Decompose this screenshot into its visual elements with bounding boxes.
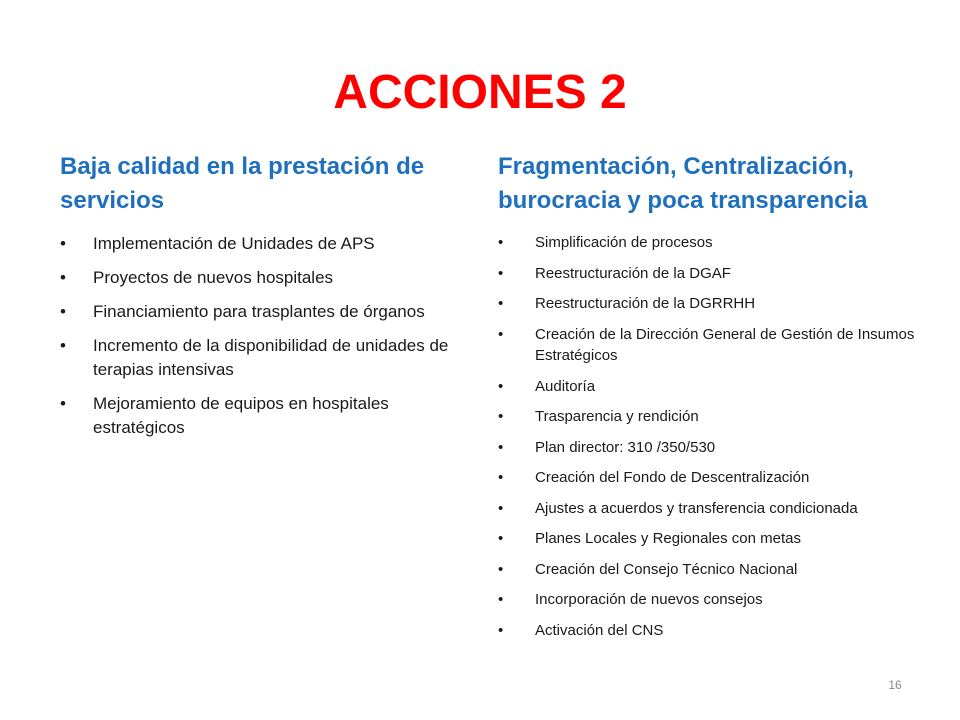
right-bullet-item	[498, 232, 938, 254]
bullet-icon: •	[498, 621, 504, 639]
right-bullet-item	[498, 498, 938, 520]
right-bullet-item	[498, 376, 938, 398]
left-bullet-item	[60, 232, 460, 256]
right-bullet-text: Auditoría	[535, 377, 596, 395]
right-bullet-text: Trasparencia y rendición	[535, 408, 699, 425]
bullet-icon: •	[498, 234, 504, 251]
right-bullet-text: Creación de la Dirección General de Gestión de Insumos Estratégicos	[535, 325, 915, 364]
right-bullet-text: Creación del Consejo Técnico Nacional	[535, 560, 798, 578]
left-bullet-text: Mejoramiento de equipos en hospitales estratégicos	[93, 394, 389, 437]
bullet-icon: •	[60, 336, 66, 355]
left-bullet-text: Implementación de Unidades de APS	[93, 234, 375, 253]
left-column-heading: Baja calidad en la prestación de servicios	[60, 153, 425, 214]
right-bullet-text: Simplificación de procesos	[535, 234, 713, 251]
left-bullet-list	[60, 232, 460, 440]
right-column-heading: Fragmentación, Centralización, burocracia y poca transparencia	[498, 153, 868, 214]
bullet-icon: •	[60, 234, 66, 253]
right-bullet-text: Planes Locales y Regionales con metas	[535, 530, 801, 547]
right-bullet-text: Creación del Fondo de Descentralización	[535, 469, 810, 486]
right-bullet-item	[498, 620, 938, 642]
left-bullet-text: Incremento de la disponibilidad de unidades de terapias intensivas	[93, 336, 449, 379]
left-bullet-item	[60, 392, 460, 440]
left-bullet-item	[60, 300, 460, 324]
bullet-icon: •	[60, 302, 66, 321]
left-column	[60, 150, 460, 450]
left-bullet-text: Proyectos de nuevos hospitales	[93, 268, 334, 287]
right-bullet-item	[498, 559, 938, 581]
bullet-icon: •	[498, 560, 504, 578]
bullet-icon: •	[498, 438, 504, 456]
bullet-icon: •	[60, 394, 66, 413]
left-bullet-text: Financiamiento para trasplantes de órganos	[93, 302, 425, 321]
right-bullet-text: Reestructuración de la DGRRHH	[535, 295, 756, 312]
right-bullet-text: Incorporación de nuevos consejos	[535, 591, 763, 608]
bullet-icon: •	[60, 268, 66, 287]
right-bullet-item	[498, 293, 938, 315]
right-bullet-text: Plan director: 310 /350/530	[535, 438, 716, 456]
bullet-icon: •	[498, 530, 504, 547]
bullet-icon: •	[498, 377, 504, 395]
bullet-icon: •	[498, 469, 504, 486]
right-bullet-list	[498, 232, 938, 641]
right-bullet-text: Activación del CNS	[535, 621, 664, 639]
page-number: 16	[888, 678, 902, 692]
right-bullet-item	[498, 324, 938, 367]
right-bullet-item	[498, 406, 938, 428]
left-bullet-item	[60, 266, 460, 290]
right-bullet-item	[498, 528, 938, 550]
bullet-icon: •	[498, 325, 504, 343]
bullet-icon: •	[498, 591, 504, 608]
right-bullet-item	[498, 467, 938, 489]
right-bullet-text: Reestructuración de la DGAF	[535, 264, 731, 282]
right-bullet-item	[498, 437, 938, 459]
bullet-icon: •	[498, 408, 504, 425]
right-bullet-item	[498, 589, 938, 611]
right-column	[498, 150, 938, 650]
right-bullet-item	[498, 263, 938, 285]
bullet-icon: •	[498, 295, 504, 312]
slide-title: ACCIONES 2	[333, 66, 627, 119]
bullet-icon: •	[498, 499, 504, 517]
left-bullet-item	[60, 334, 460, 382]
bullet-icon: •	[498, 264, 504, 282]
right-bullet-text: Ajustes a acuerdos y transferencia condicionada	[535, 499, 858, 517]
